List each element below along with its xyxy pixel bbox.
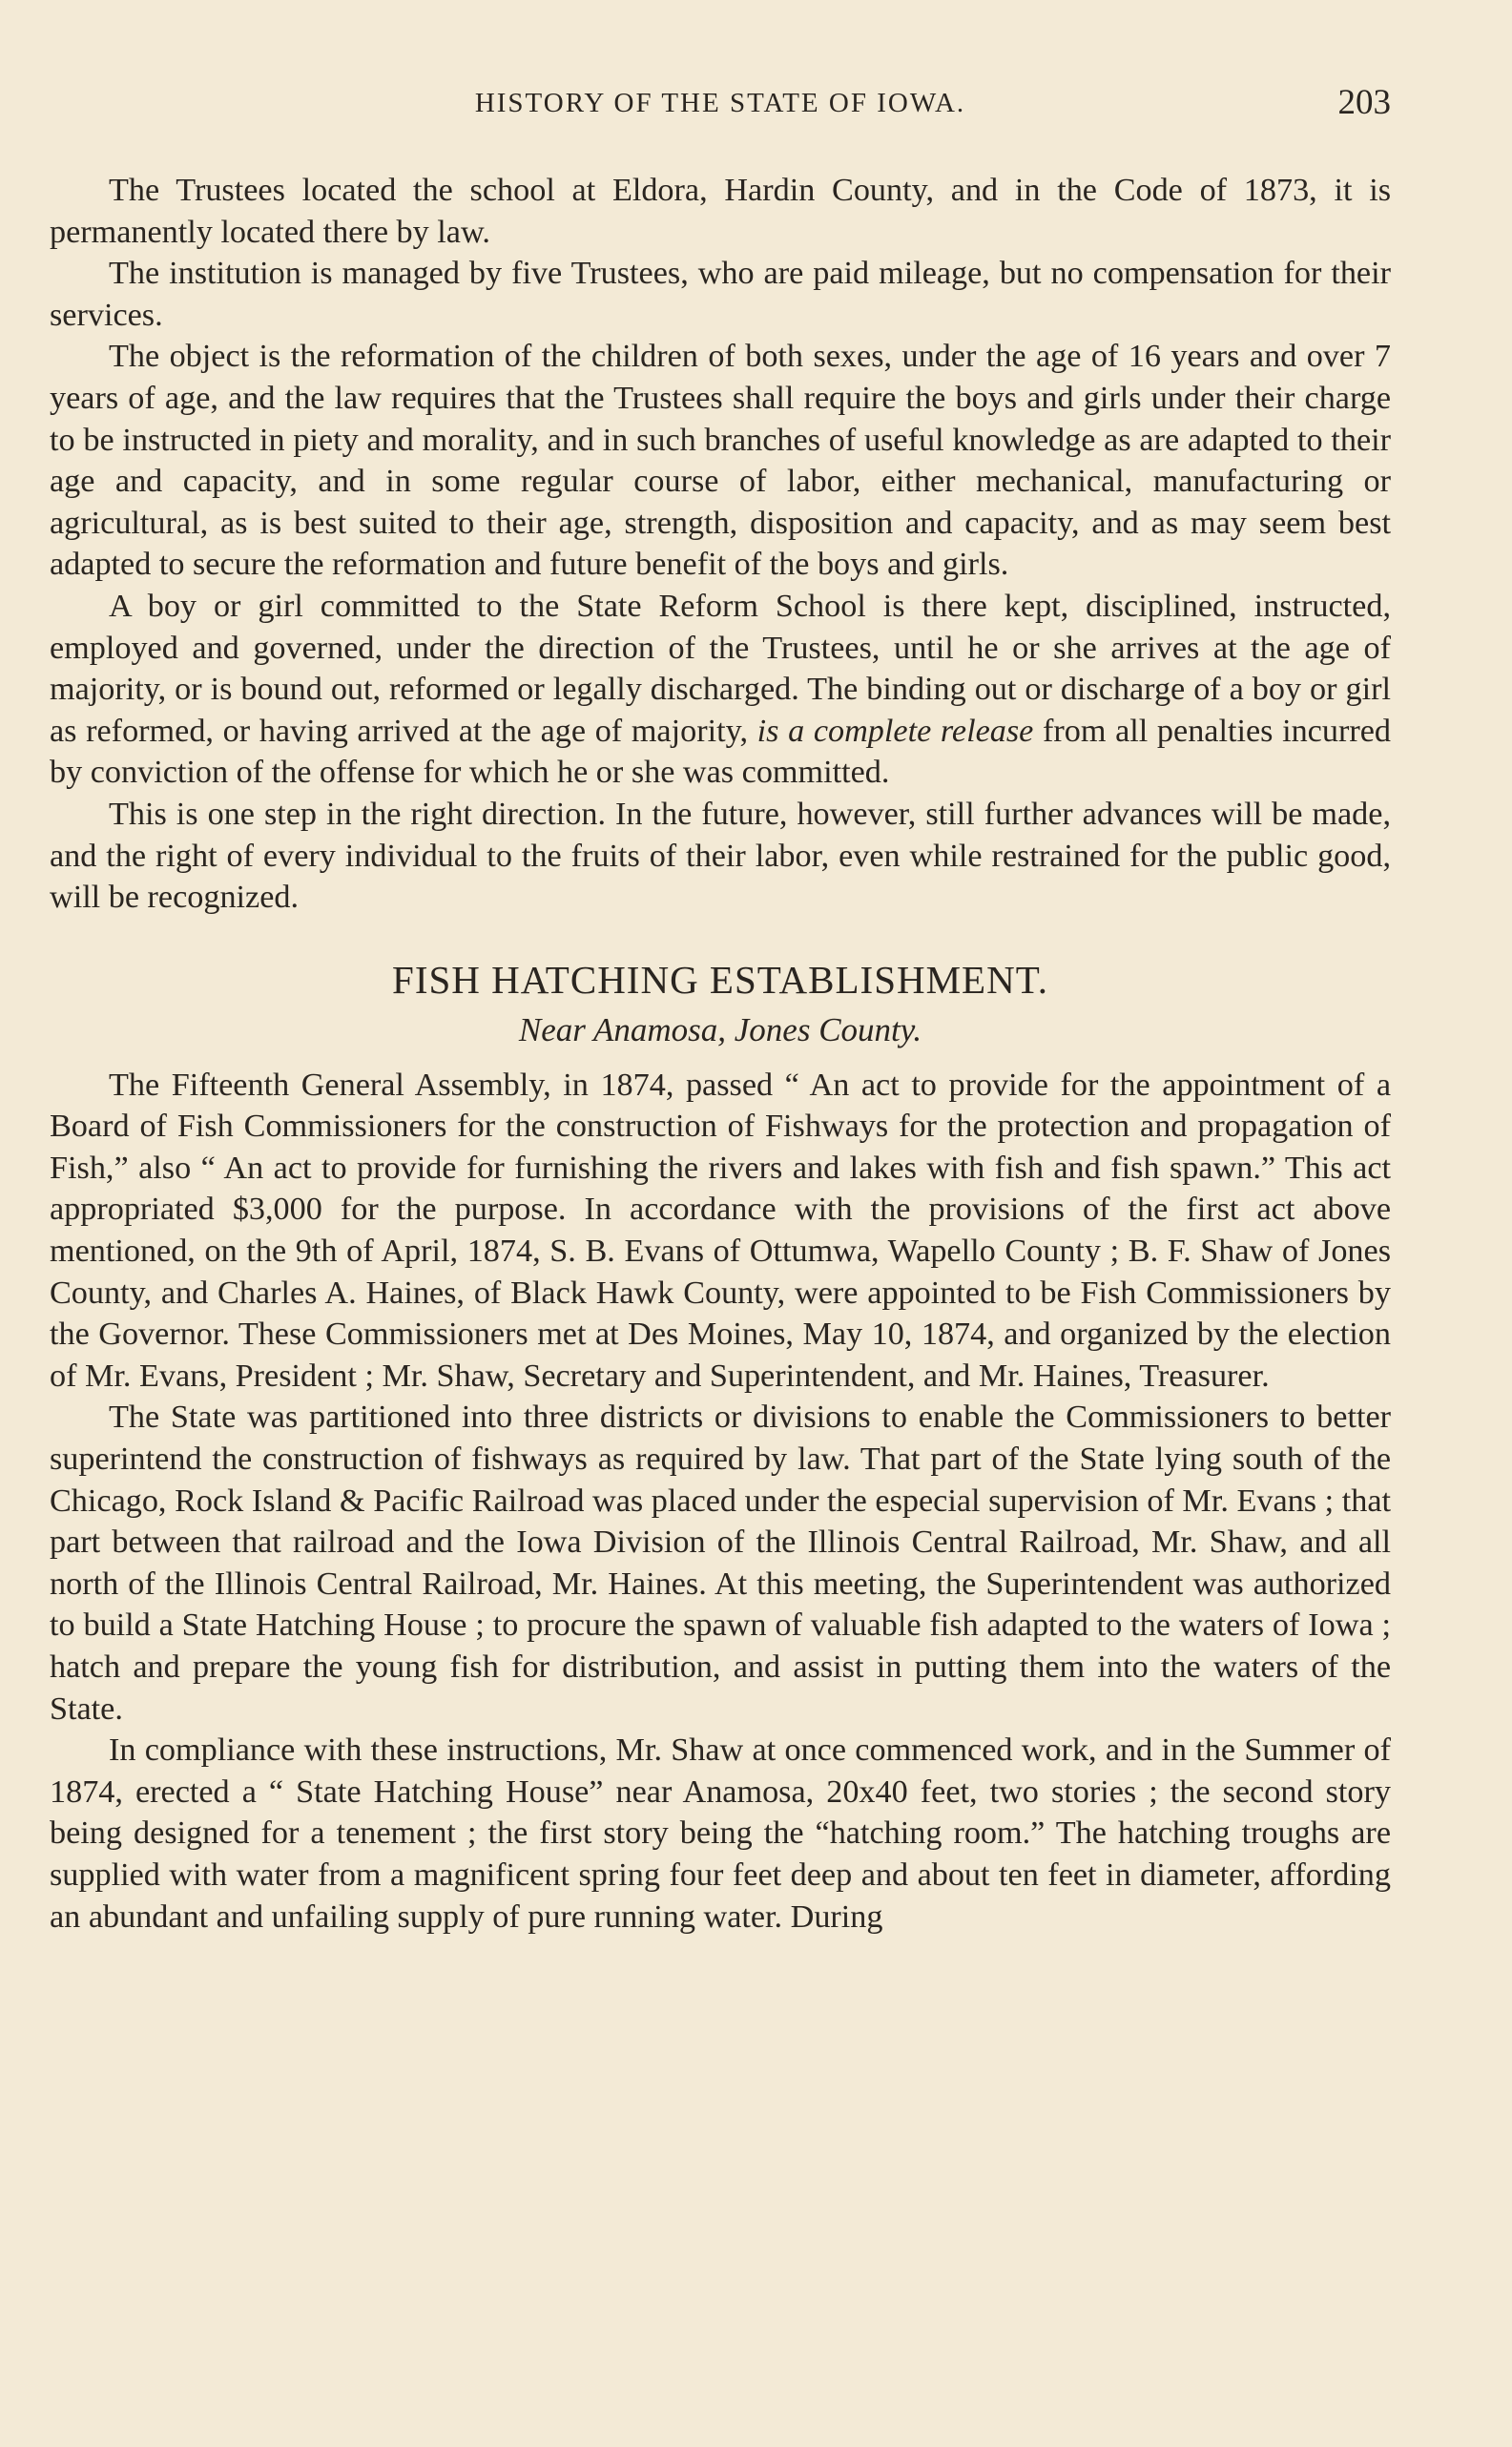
page-header — [50, 83, 1391, 132]
commitment-text-start: A boy or girl committed to the State Reform School is there kept, disciplined, instructed, employed and governed, under the direction of the Trustees, until he or she arrives at the age of majority, or is bound out, reformed or legally discharged. The binding out or discharge of a boy or girl as reformed, or having arrived at the age of majority, — [50, 588, 1391, 749]
section-subtitle: Near Anamosa, Jones County. — [518, 1010, 922, 1048]
paragraph-districts: The State was partitioned into three districts or divisions to enable the Commissioners to better superintend the construction of fishways as required by law. That part of the State lying south of the Chicago, Rock Island & Pacific Railroad was placed under the especial supervision of Mr. Evans ; that part between that railroad and the Iowa Division of the Illinois Central Railroad, Mr. Shaw, and all north of the Illinois Central Railroad, Mr. Haines. At this meeting, the Superintendent was authorized to build a State Hatching House ; to procure the spawn of valuable fish adapted to the waters of Iowa ; hatch and prepare the young fish for distribution, and assist in putting them into the waters of the State. — [50, 1400, 1391, 1727]
paragraph-right-direction: This is one step in the right direction. In the future, however, still further advances will be made, and the right of every individual to the fruits of their labor, even while restrained for the public good, will be recognized. — [50, 796, 1391, 916]
paragraph-object: The object is the reformation of the children of both sexes, under the age of 16 years and over 7 years of age, and the law requires that the Trustees shall require the boys and girls under their charge to be instructed in piety and morality, and in such branches of useful knowledge as are adapted to their age and capacity, and in some regular course of labor, either mechanical, manufacturing or agricultural, as is best suited to their age, strength, disposition and capacity, and as may seem best adapted to secure the reformation and future benefit of the boys and girls. — [50, 339, 1391, 583]
paragraph-school-location: The Trustees located the school at Eldora, Hardin County, and in the Code of 1873, it is permanently located there by law. — [50, 173, 1391, 250]
section-title: FISH HATCHING ESTABLISHMENT. — [392, 957, 1048, 1002]
page-body — [50, 170, 1391, 1938]
paragraph-hatching-house: In compliance with these instructions, Mr. Shaw at once commenced work, and in the Summer of 1874, erected a “ State Hatching House” near Anamosa, 20x40 feet, two stories ; the second story being designed for a tenement ; the first story being the “hatching room.” The hatching troughs are supplied with water from a magnificent spring four feet deep and about ten feet in diameter, affording an abundant and unfailing supply of pure running water. During — [50, 1732, 1391, 1935]
running-head: HISTORY OF THE STATE OF IOWA. — [474, 88, 966, 118]
paragraph-fish-assembly: The Fifteenth General Assembly, in 1874, passed “ An act to provide for the appointment of a Board of Fish Commissioners for the construction of Fishways for the protection and propagation of Fish,” also “ An act to provide for furnishing the rivers and lakes with fish and fish spawn.” This act appropriated $3,000 for the purpose. In accordance with the provisions of the first act above mentioned, on the 9th of April, 1874, S. B. Evans of Ottumwa, Wapello County ; B. F. Shaw of Jones County, and Charles A. Haines, of Black Hawk County, were appointed to be Fish Commissioners by the Governor. These Commissioners met at Des Moines, May 10, 1874, and organized by the election of Mr. Evans, President ; Mr. Shaw, Secretary and Superintendent, and Mr. Haines, Treasurer. — [50, 1067, 1391, 1394]
italic-phrase: is a complete release — [756, 713, 1034, 749]
paragraph-trustees: The institution is managed by five Trustees, who are paid mileage, but no compensation for their services. — [50, 256, 1391, 333]
page-number: 203 — [1337, 83, 1391, 122]
paragraph-commitment — [50, 586, 1391, 794]
commitment-text-end: from all penalties incurred by conviction of the offense for which he or she was committed. — [50, 713, 1391, 791]
